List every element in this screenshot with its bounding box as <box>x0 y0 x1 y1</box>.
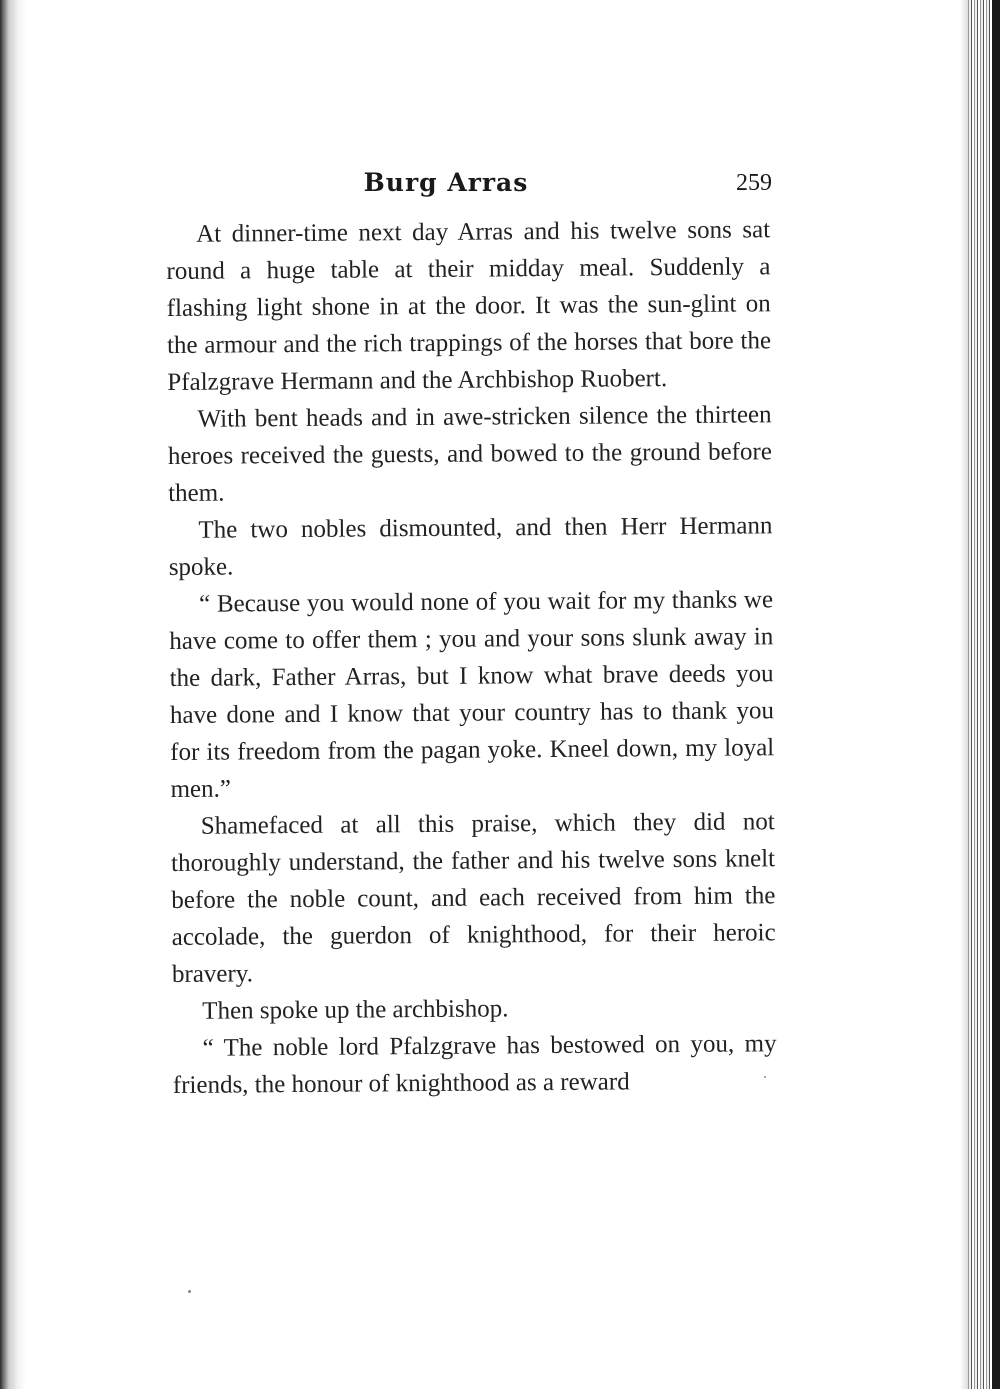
paragraph: The two nobles dismounted, and then Herr Hermann spoke. <box>168 512 773 581</box>
page-number: 259 <box>736 170 772 196</box>
paragraph: “ The noble lord Pfalzgrave has bestowed on you, my friends, the honour of knighthood as a reward <box>172 1030 777 1099</box>
paragraph: With bent heads and in awe-stricken silence the thirteen heroes received the guests, and bowed to the ground before them. <box>167 401 772 507</box>
paragraph: Then spoke up the archbishop. <box>202 995 509 1025</box>
binding-shadow <box>0 0 26 1389</box>
paper-speck <box>188 1290 191 1293</box>
paragraph: At dinner-time next day Arras and his twelve sons sat round a huge table at their midday meal. Suddenly a flashing light shone in at the door. It was the sun-glint on the armour and the rich trappings of the horses that bore the Pfalzgrave Hermann and the Archbishop Ruobert. <box>166 216 772 396</box>
running-head <box>166 168 776 204</box>
running-head-title: Burg Arras <box>363 168 529 197</box>
paragraph: “ Because you would none of you wait for my thanks we have come to offer them ; you and your sons slunk away in the dark, Father Arras, but I know what brave deeds you have done and I know that your country has to thank you for its freedom from the pagan yoke. Kneel down, my loyal men.” <box>169 586 775 803</box>
body-text <box>166 211 777 1104</box>
page-edges <box>960 0 1000 1389</box>
paper-speck <box>764 1076 766 1078</box>
paragraph: Shamefaced at all this praise, which they did not thoroughly understand, the father and his twelve sons knelt before the noble count, and each received from him the accolade, the guerdon of knighthood, for their heroic bravery. <box>170 808 776 988</box>
